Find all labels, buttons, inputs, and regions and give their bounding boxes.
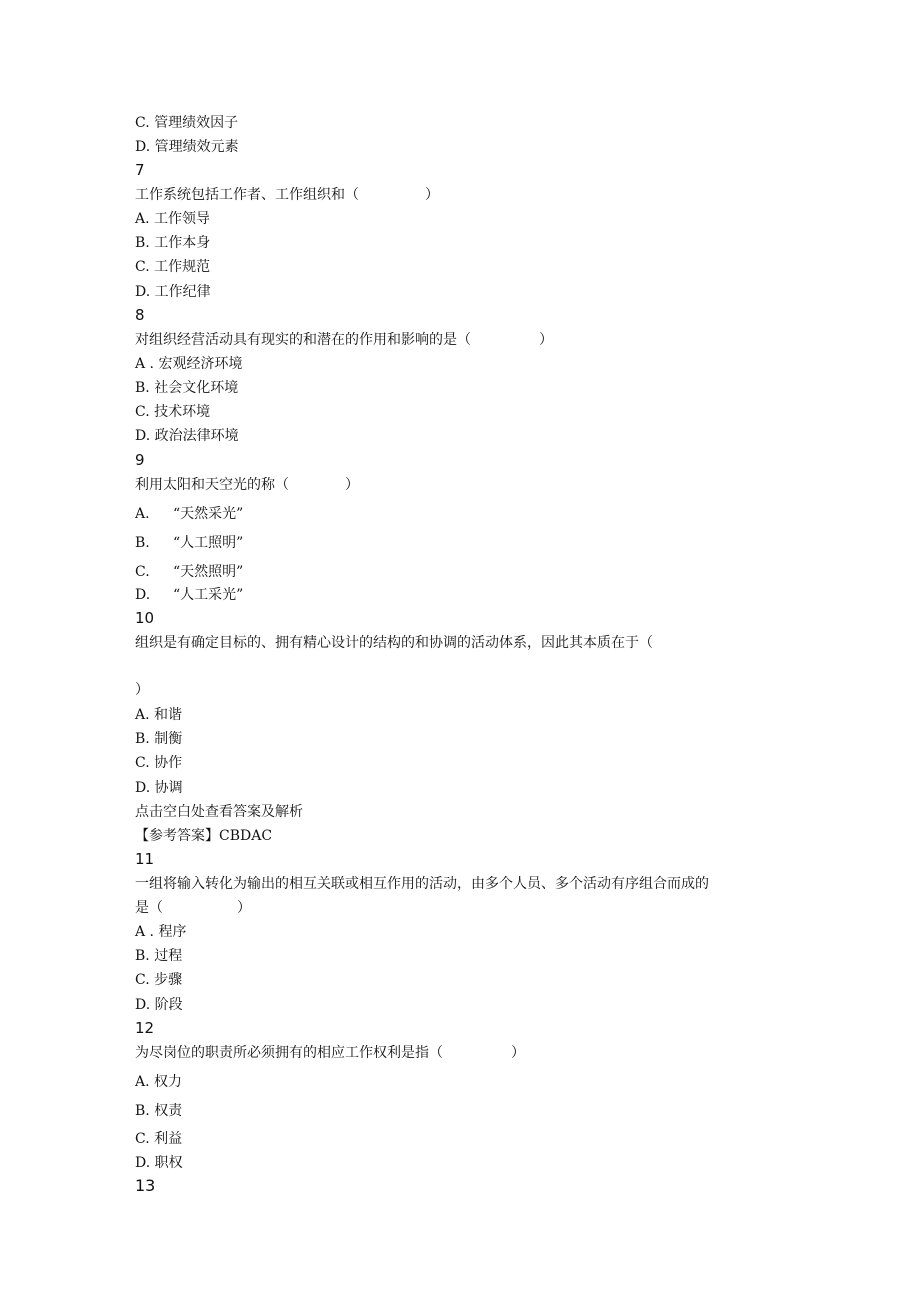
question-9-option-a	[135, 505, 243, 523]
reference-answer: 【参考答案】CBDAC	[135, 828, 273, 844]
question-7-stem-text: 工作系统包括工作者、工作组织和（	[135, 187, 359, 203]
question-9-option-d-letter: D.	[135, 587, 151, 603]
question-8-option-c: C. 技术环境	[135, 404, 211, 420]
question-10-option-b: B. 制衡	[135, 731, 183, 747]
question-11-close: ）	[237, 900, 251, 916]
question-9-option-a-text: “天然采光”	[173, 506, 244, 522]
prev-option-d: D. 管理绩效元素	[135, 139, 239, 155]
question-8-stem-text: 对组织经营活动具有现实的和潜在的作用和影响的是（	[135, 332, 471, 348]
answer-hint[interactable]: 点击空白处查看答案及解析	[135, 804, 303, 820]
question-9-option-c	[135, 563, 243, 581]
question-7-number: 7	[135, 161, 145, 179]
question-11-option-a: A . 程序	[135, 924, 187, 940]
question-11-stem-text: 是（	[135, 900, 163, 916]
question-9-option-b-letter: B.	[135, 535, 150, 551]
question-9-option-b-text: “人工照明”	[173, 535, 244, 551]
question-11-stem-line1: 一组将输入转化为输出的相互关联或相互作用的活动，由多个人员、多个活动有序组合而成的	[135, 876, 709, 892]
question-7-stem	[135, 186, 439, 204]
question-8-option-b: B. 社会文化环境	[135, 380, 239, 396]
prev-option-c: C. 管理绩效因子	[135, 115, 239, 131]
question-9-option-d	[135, 586, 243, 604]
question-7-option-c: C. 工作规范	[135, 259, 211, 275]
question-12-close: ）	[511, 1045, 525, 1061]
question-13-number: 13	[135, 1176, 156, 1195]
question-8-close: ）	[539, 332, 553, 348]
question-12-number: 12	[135, 1019, 155, 1037]
question-7-option-b: B. 工作本身	[135, 235, 211, 251]
question-9-option-c-text: “天然照明”	[173, 564, 244, 580]
question-9-close: ）	[345, 477, 359, 493]
question-12-option-a: A. 权力	[135, 1074, 183, 1090]
question-7-close: ）	[425, 187, 439, 203]
question-10-option-d: D. 协调	[135, 780, 183, 796]
question-7-option-a: A. 工作领导	[135, 211, 211, 227]
question-8-option-d: D. 政治法律环境	[135, 428, 239, 444]
question-11-option-b: B. 过程	[135, 948, 183, 964]
question-12-option-d: D. 职权	[135, 1155, 183, 1171]
question-11-option-c: C. 步骤	[135, 972, 183, 988]
question-10-close: ）	[135, 682, 149, 698]
question-11-option-d: D. 阶段	[135, 997, 183, 1013]
question-10-stem: 组织是有确定目标的、拥有精心设计的结构的和协调的活动体系，因此其本质在于（	[135, 635, 653, 651]
question-10-option-c: C. 协作	[135, 755, 183, 771]
question-9-option-b	[135, 534, 243, 552]
question-10-number: 10	[135, 609, 155, 627]
question-11-stem-line2	[135, 899, 251, 917]
question-12-stem	[135, 1044, 525, 1062]
question-9-number: 9	[135, 451, 145, 469]
question-8-option-a: A . 宏观经济环境	[135, 356, 243, 372]
question-12-stem-text: 为尽岗位的职责所必须拥有的相应工作权利是指（	[135, 1045, 443, 1061]
question-10-option-a: A. 和谐	[135, 707, 183, 723]
question-9-option-d-text: “人工采光”	[173, 587, 244, 603]
question-12-option-c: C. 利益	[135, 1131, 183, 1147]
question-7-option-d: D. 工作纪律	[135, 284, 211, 300]
question-9-option-a-letter: A.	[135, 506, 150, 522]
question-8-stem	[135, 331, 553, 349]
question-12-option-b: B. 权责	[135, 1103, 183, 1119]
question-9-stem	[135, 476, 359, 494]
question-11-number: 11	[135, 850, 155, 868]
question-8-number: 8	[135, 306, 145, 324]
question-9-stem-text: 利用太阳和天空光的称（	[135, 477, 289, 493]
question-9-option-c-letter: C.	[135, 564, 150, 580]
